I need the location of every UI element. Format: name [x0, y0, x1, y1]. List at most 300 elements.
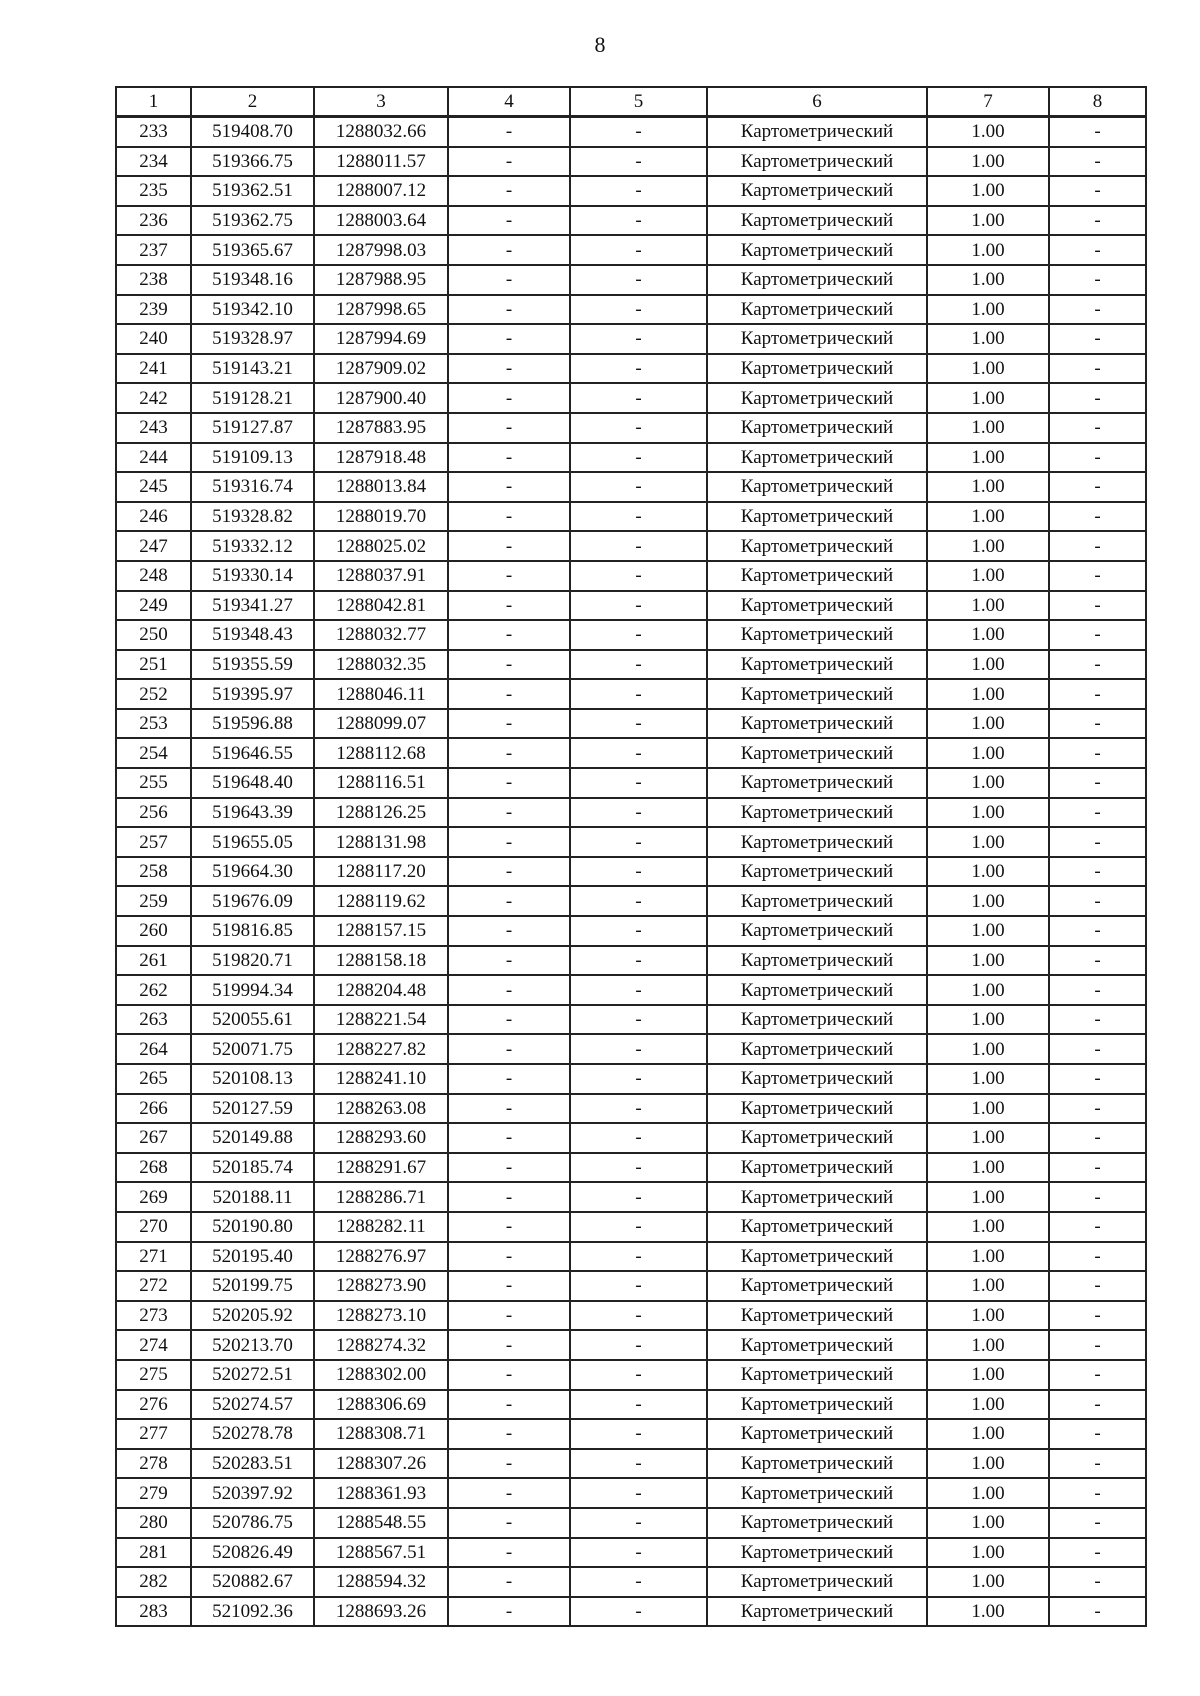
table-cell-col-7: 1.00 [927, 1153, 1049, 1183]
table-cell-col-3: 1287883.95 [314, 413, 448, 443]
table-cell-col-5: - [570, 324, 707, 354]
table-row [116, 1597, 1146, 1627]
table-cell-col-2: 520199.75 [191, 1271, 314, 1301]
table-row [116, 443, 1146, 473]
table-cell-col-5: - [570, 650, 707, 680]
table-cell-col-6: Картометрический [707, 117, 927, 147]
table-cell-col-2: 519348.43 [191, 620, 314, 650]
table-cell-col-7: 1.00 [927, 413, 1049, 443]
table-cell-col-3: 1288131.98 [314, 827, 448, 857]
table-cell-col-1: 278 [116, 1449, 191, 1479]
table-cell-col-4: - [448, 324, 570, 354]
table-cell-col-5: - [570, 531, 707, 561]
table-cell-col-6: Картометрический [707, 1212, 927, 1242]
table-row [116, 946, 1146, 976]
table-cell-col-3: 1288037.91 [314, 561, 448, 591]
table-cell-col-5: - [570, 561, 707, 591]
table-cell-col-6: Картометрический [707, 827, 927, 857]
table-cell-col-8: - [1049, 738, 1146, 768]
table-cell-col-3: 1288157.15 [314, 916, 448, 946]
table-cell-col-5: - [570, 1419, 707, 1449]
table-cell-col-6: Картометрический [707, 502, 927, 532]
table-cell-col-7: 1.00 [927, 620, 1049, 650]
table-cell-col-3: 1288126.25 [314, 798, 448, 828]
table-cell-col-5: - [570, 472, 707, 502]
table-cell-col-6: Картометрический [707, 176, 927, 206]
table-cell-col-2: 519994.34 [191, 975, 314, 1005]
table-cell-col-1: 264 [116, 1034, 191, 1064]
table-cell-col-5: - [570, 1508, 707, 1538]
column-header-3: 3 [314, 87, 448, 117]
table-cell-col-2: 520272.51 [191, 1360, 314, 1390]
table-cell-col-1: 245 [116, 472, 191, 502]
table-cell-col-8: - [1049, 472, 1146, 502]
table-cell-col-6: Картометрический [707, 324, 927, 354]
table-cell-col-7: 1.00 [927, 443, 1049, 473]
table-row [116, 798, 1146, 828]
table-cell-col-5: - [570, 1360, 707, 1390]
table-row [116, 383, 1146, 413]
table-cell-col-4: - [448, 886, 570, 916]
table-cell-col-4: - [448, 620, 570, 650]
table-cell-col-1: 241 [116, 354, 191, 384]
table-cell-col-4: - [448, 1153, 570, 1183]
table-cell-col-5: - [570, 1064, 707, 1094]
table-cell-col-3: 1288361.93 [314, 1478, 448, 1508]
table-row [116, 709, 1146, 739]
table-cell-col-7: 1.00 [927, 975, 1049, 1005]
header-row [116, 87, 1146, 117]
table-cell-col-7: 1.00 [927, 1449, 1049, 1479]
table-cell-col-6: Картометрический [707, 650, 927, 680]
table-cell-col-1: 235 [116, 176, 191, 206]
table-cell-col-4: - [448, 1390, 570, 1420]
table-cell-col-2: 520397.92 [191, 1478, 314, 1508]
table-cell-col-3: 1288273.10 [314, 1301, 448, 1331]
table-cell-col-1: 265 [116, 1064, 191, 1094]
table-cell-col-5: - [570, 147, 707, 177]
table-cell-col-6: Картометрический [707, 413, 927, 443]
table-cell-col-8: - [1049, 591, 1146, 621]
table-row [116, 1094, 1146, 1124]
table-row [116, 1390, 1146, 1420]
table-cell-col-7: 1.00 [927, 1567, 1049, 1597]
table-cell-col-1: 273 [116, 1301, 191, 1331]
table-cell-col-7: 1.00 [927, 1508, 1049, 1538]
table-cell-col-7: 1.00 [927, 886, 1049, 916]
table-cell-col-8: - [1049, 1182, 1146, 1212]
table-cell-col-6: Картометрический [707, 295, 927, 325]
table-cell-col-7: 1.00 [927, 1478, 1049, 1508]
table-row [116, 413, 1146, 443]
coordinates-table [115, 86, 1147, 1627]
table-cell-col-5: - [570, 354, 707, 384]
table-cell-col-7: 1.00 [927, 1182, 1049, 1212]
table-row [116, 650, 1146, 680]
table-cell-col-5: - [570, 1567, 707, 1597]
table-cell-col-5: - [570, 1390, 707, 1420]
table-cell-col-6: Картометрический [707, 975, 927, 1005]
table-cell-col-7: 1.00 [927, 1330, 1049, 1360]
table-cell-col-8: - [1049, 768, 1146, 798]
table-row [116, 1567, 1146, 1597]
table-row [116, 1153, 1146, 1183]
table-cell-col-1: 238 [116, 265, 191, 295]
table-cell-col-3: 1288293.60 [314, 1123, 448, 1153]
table-cell-col-3: 1288117.20 [314, 857, 448, 887]
table-cell-col-6: Картометрический [707, 679, 927, 709]
table-cell-col-5: - [570, 502, 707, 532]
table-cell-col-6: Картометрический [707, 1538, 927, 1568]
table-row [116, 235, 1146, 265]
table-cell-col-3: 1287900.40 [314, 383, 448, 413]
table-cell-col-1: 236 [116, 206, 191, 236]
table-cell-col-4: - [448, 1360, 570, 1390]
table-cell-col-3: 1288241.10 [314, 1064, 448, 1094]
table-cell-col-8: - [1049, 1212, 1146, 1242]
table-cell-col-3: 1288693.26 [314, 1597, 448, 1627]
table-row [116, 1419, 1146, 1449]
table-cell-col-8: - [1049, 1508, 1146, 1538]
table-cell-col-7: 1.00 [927, 946, 1049, 976]
table-cell-col-4: - [448, 295, 570, 325]
table-cell-col-5: - [570, 1034, 707, 1064]
table-row [116, 354, 1146, 384]
table-cell-col-1: 244 [116, 443, 191, 473]
table-cell-col-5: - [570, 1538, 707, 1568]
table-cell-col-2: 519362.51 [191, 176, 314, 206]
table-row [116, 738, 1146, 768]
table-cell-col-7: 1.00 [927, 1212, 1049, 1242]
table-cell-col-7: 1.00 [927, 265, 1049, 295]
table-cell-col-1: 281 [116, 1538, 191, 1568]
table-cell-col-8: - [1049, 1271, 1146, 1301]
table-cell-col-3: 1288032.35 [314, 650, 448, 680]
table-cell-col-5: - [570, 295, 707, 325]
table-cell-col-2: 519341.27 [191, 591, 314, 621]
table-row [116, 206, 1146, 236]
table-cell-col-2: 519332.12 [191, 531, 314, 561]
table-cell-col-2: 520882.67 [191, 1567, 314, 1597]
table-cell-col-6: Картометрический [707, 561, 927, 591]
table-cell-col-1: 255 [116, 768, 191, 798]
table-cell-col-5: - [570, 265, 707, 295]
table-cell-col-4: - [448, 1064, 570, 1094]
table-cell-col-4: - [448, 147, 570, 177]
table-row [116, 1449, 1146, 1479]
table-cell-col-8: - [1049, 1153, 1146, 1183]
table-cell-col-7: 1.00 [927, 709, 1049, 739]
table-cell-col-3: 1288306.69 [314, 1390, 448, 1420]
table-row [116, 768, 1146, 798]
table-cell-col-4: - [448, 1005, 570, 1035]
table-cell-col-8: - [1049, 798, 1146, 828]
table-cell-col-4: - [448, 354, 570, 384]
table-cell-col-6: Картометрический [707, 1094, 927, 1124]
table-header [116, 87, 1146, 117]
table-cell-col-8: - [1049, 1390, 1146, 1420]
table-cell-col-3: 1288308.71 [314, 1419, 448, 1449]
column-header-5: 5 [570, 87, 707, 117]
table-cell-col-7: 1.00 [927, 857, 1049, 887]
table-cell-col-3: 1288158.18 [314, 946, 448, 976]
table-cell-col-6: Картометрический [707, 147, 927, 177]
table-cell-col-8: - [1049, 531, 1146, 561]
table-row [116, 1242, 1146, 1272]
table-cell-col-4: - [448, 679, 570, 709]
table-cell-col-7: 1.00 [927, 147, 1049, 177]
table-cell-col-7: 1.00 [927, 295, 1049, 325]
table-cell-col-1: 249 [116, 591, 191, 621]
table-cell-col-6: Картометрический [707, 1301, 927, 1331]
table-row [116, 916, 1146, 946]
table-row [116, 1538, 1146, 1568]
table-cell-col-5: - [570, 1597, 707, 1627]
table-cell-col-6: Картометрический [707, 1419, 927, 1449]
table-cell-col-6: Картометрический [707, 1034, 927, 1064]
table-cell-col-3: 1288011.57 [314, 147, 448, 177]
table-cell-col-6: Картометрический [707, 857, 927, 887]
table-cell-col-8: - [1049, 147, 1146, 177]
table-row [116, 1271, 1146, 1301]
table-row [116, 531, 1146, 561]
table-cell-col-8: - [1049, 206, 1146, 236]
table-cell-col-8: - [1049, 561, 1146, 591]
table-cell-col-6: Картометрический [707, 916, 927, 946]
table-cell-col-6: Картометрический [707, 1242, 927, 1272]
table-cell-col-2: 520185.74 [191, 1153, 314, 1183]
table-cell-col-4: - [448, 265, 570, 295]
table-cell-col-5: - [570, 738, 707, 768]
table-cell-col-3: 1288007.12 [314, 176, 448, 206]
table-cell-col-8: - [1049, 1538, 1146, 1568]
table-cell-col-4: - [448, 561, 570, 591]
table-cell-col-7: 1.00 [927, 1301, 1049, 1331]
column-header-2: 2 [191, 87, 314, 117]
table-cell-col-3: 1288302.00 [314, 1360, 448, 1390]
table-cell-col-6: Картометрический [707, 1449, 927, 1479]
table-cell-col-3: 1288548.55 [314, 1508, 448, 1538]
table-cell-col-7: 1.00 [927, 1538, 1049, 1568]
table-cell-col-1: 252 [116, 679, 191, 709]
table-cell-col-7: 1.00 [927, 916, 1049, 946]
table-cell-col-4: - [448, 1449, 570, 1479]
table-cell-col-3: 1288032.77 [314, 620, 448, 650]
table-cell-col-2: 520283.51 [191, 1449, 314, 1479]
table-row [116, 827, 1146, 857]
table-cell-col-5: - [570, 117, 707, 147]
table-cell-col-8: - [1049, 324, 1146, 354]
table-cell-col-2: 520826.49 [191, 1538, 314, 1568]
table-body [116, 117, 1146, 1627]
table-cell-col-7: 1.00 [927, 176, 1049, 206]
table-cell-col-5: - [570, 176, 707, 206]
column-header-1: 1 [116, 87, 191, 117]
table-cell-col-6: Картометрический [707, 1153, 927, 1183]
table-cell-col-3: 1288273.90 [314, 1271, 448, 1301]
table-cell-col-4: - [448, 1123, 570, 1153]
table-cell-col-3: 1288276.97 [314, 1242, 448, 1272]
table-cell-col-2: 519342.10 [191, 295, 314, 325]
table-cell-col-1: 266 [116, 1094, 191, 1124]
table-cell-col-1: 242 [116, 383, 191, 413]
table-cell-col-6: Картометрический [707, 1567, 927, 1597]
table-cell-col-8: - [1049, 1419, 1146, 1449]
table-cell-col-6: Картометрический [707, 591, 927, 621]
table-row [116, 679, 1146, 709]
table-cell-col-6: Картометрический [707, 1508, 927, 1538]
table-cell-col-1: 275 [116, 1360, 191, 1390]
table-cell-col-1: 267 [116, 1123, 191, 1153]
table-cell-col-1: 262 [116, 975, 191, 1005]
table-cell-col-8: - [1049, 916, 1146, 946]
table-cell-col-5: - [570, 413, 707, 443]
table-cell-col-7: 1.00 [927, 354, 1049, 384]
table-cell-col-6: Картометрический [707, 886, 927, 916]
table-cell-col-2: 520071.75 [191, 1034, 314, 1064]
table-cell-col-7: 1.00 [927, 235, 1049, 265]
table-cell-col-5: - [570, 1212, 707, 1242]
table-cell-col-8: - [1049, 235, 1146, 265]
table-cell-col-2: 519365.67 [191, 235, 314, 265]
table-cell-col-8: - [1049, 265, 1146, 295]
table-cell-col-3: 1288019.70 [314, 502, 448, 532]
table-row [116, 975, 1146, 1005]
table-cell-col-8: - [1049, 946, 1146, 976]
table-cell-col-5: - [570, 827, 707, 857]
table-cell-col-6: Картометрический [707, 1478, 927, 1508]
table-cell-col-1: 251 [116, 650, 191, 680]
table-cell-col-3: 1288003.64 [314, 206, 448, 236]
table-cell-col-6: Картометрический [707, 709, 927, 739]
table-row [116, 265, 1146, 295]
table-cell-col-2: 519408.70 [191, 117, 314, 147]
table-row [116, 176, 1146, 206]
table-cell-col-8: - [1049, 1242, 1146, 1272]
table-cell-col-2: 520278.78 [191, 1419, 314, 1449]
table-cell-col-8: - [1049, 383, 1146, 413]
table-cell-col-2: 520195.40 [191, 1242, 314, 1272]
table-cell-col-3: 1288112.68 [314, 738, 448, 768]
table-cell-col-6: Картометрический [707, 1123, 927, 1153]
table-cell-col-5: - [570, 679, 707, 709]
table-cell-col-3: 1288594.32 [314, 1567, 448, 1597]
table-cell-col-2: 519366.75 [191, 147, 314, 177]
table-cell-col-1: 274 [116, 1330, 191, 1360]
table-row [116, 502, 1146, 532]
table-cell-col-8: - [1049, 443, 1146, 473]
table-cell-col-3: 1288204.48 [314, 975, 448, 1005]
table-cell-col-8: - [1049, 886, 1146, 916]
table-cell-col-3: 1288032.66 [314, 117, 448, 147]
table-cell-col-2: 519646.55 [191, 738, 314, 768]
table-cell-col-4: - [448, 768, 570, 798]
table-cell-col-4: - [448, 1508, 570, 1538]
table-cell-col-5: - [570, 1153, 707, 1183]
table-cell-col-1: 243 [116, 413, 191, 443]
table-cell-col-4: - [448, 413, 570, 443]
table-cell-col-4: - [448, 176, 570, 206]
table-cell-col-7: 1.00 [927, 1360, 1049, 1390]
table-cell-col-8: - [1049, 1034, 1146, 1064]
table-cell-col-3: 1288119.62 [314, 886, 448, 916]
table-row [116, 147, 1146, 177]
table-cell-col-3: 1288116.51 [314, 768, 448, 798]
table-cell-col-6: Картометрический [707, 1360, 927, 1390]
table-cell-col-7: 1.00 [927, 1271, 1049, 1301]
table-cell-col-5: - [570, 443, 707, 473]
table-cell-col-2: 520786.75 [191, 1508, 314, 1538]
table-cell-col-1: 283 [116, 1597, 191, 1627]
table-cell-col-7: 1.00 [927, 383, 1049, 413]
table-row [116, 1182, 1146, 1212]
table-cell-col-1: 258 [116, 857, 191, 887]
table-cell-col-8: - [1049, 176, 1146, 206]
table-cell-col-7: 1.00 [927, 1094, 1049, 1124]
table-cell-col-2: 519355.59 [191, 650, 314, 680]
table-cell-col-2: 520190.80 [191, 1212, 314, 1242]
table-cell-col-7: 1.00 [927, 206, 1049, 236]
table-row [116, 591, 1146, 621]
column-header-4: 4 [448, 87, 570, 117]
table-cell-col-1: 250 [116, 620, 191, 650]
table-cell-col-5: - [570, 798, 707, 828]
table-cell-col-6: Картометрический [707, 235, 927, 265]
table-cell-col-4: - [448, 383, 570, 413]
table-cell-col-7: 1.00 [927, 1597, 1049, 1627]
table-cell-col-6: Картометрический [707, 620, 927, 650]
table-cell-col-1: 261 [116, 946, 191, 976]
table-cell-col-2: 520149.88 [191, 1123, 314, 1153]
table-cell-col-1: 277 [116, 1419, 191, 1449]
table-cell-col-7: 1.00 [927, 768, 1049, 798]
table-cell-col-1: 237 [116, 235, 191, 265]
table-row [116, 857, 1146, 887]
table-cell-col-5: - [570, 1301, 707, 1331]
table-cell-col-2: 519330.14 [191, 561, 314, 591]
table-cell-col-1: 247 [116, 531, 191, 561]
table-cell-col-2: 519820.71 [191, 946, 314, 976]
table-cell-col-2: 519643.39 [191, 798, 314, 828]
table-cell-col-5: - [570, 620, 707, 650]
table-cell-col-3: 1288221.54 [314, 1005, 448, 1035]
table-cell-col-4: - [448, 1567, 570, 1597]
column-header-8: 8 [1049, 87, 1146, 117]
table-cell-col-7: 1.00 [927, 679, 1049, 709]
table-cell-col-1: 246 [116, 502, 191, 532]
table-cell-col-7: 1.00 [927, 472, 1049, 502]
table-cell-col-1: 269 [116, 1182, 191, 1212]
table-cell-col-8: - [1049, 1005, 1146, 1035]
table-cell-col-1: 260 [116, 916, 191, 946]
table-row [116, 324, 1146, 354]
table-cell-col-6: Картометрический [707, 472, 927, 502]
table-cell-col-4: - [448, 946, 570, 976]
table-cell-col-4: - [448, 975, 570, 1005]
table-cell-col-2: 519395.97 [191, 679, 314, 709]
table-cell-col-8: - [1049, 1330, 1146, 1360]
table-cell-col-6: Картометрический [707, 1005, 927, 1035]
column-header-7: 7 [927, 87, 1049, 117]
column-header-6: 6 [707, 87, 927, 117]
table-cell-col-5: - [570, 857, 707, 887]
table-cell-col-4: - [448, 1094, 570, 1124]
table-cell-col-3: 1288567.51 [314, 1538, 448, 1568]
table-cell-col-8: - [1049, 1567, 1146, 1597]
table-cell-col-2: 520108.13 [191, 1064, 314, 1094]
table-cell-col-3: 1287998.65 [314, 295, 448, 325]
table-cell-col-2: 519655.05 [191, 827, 314, 857]
